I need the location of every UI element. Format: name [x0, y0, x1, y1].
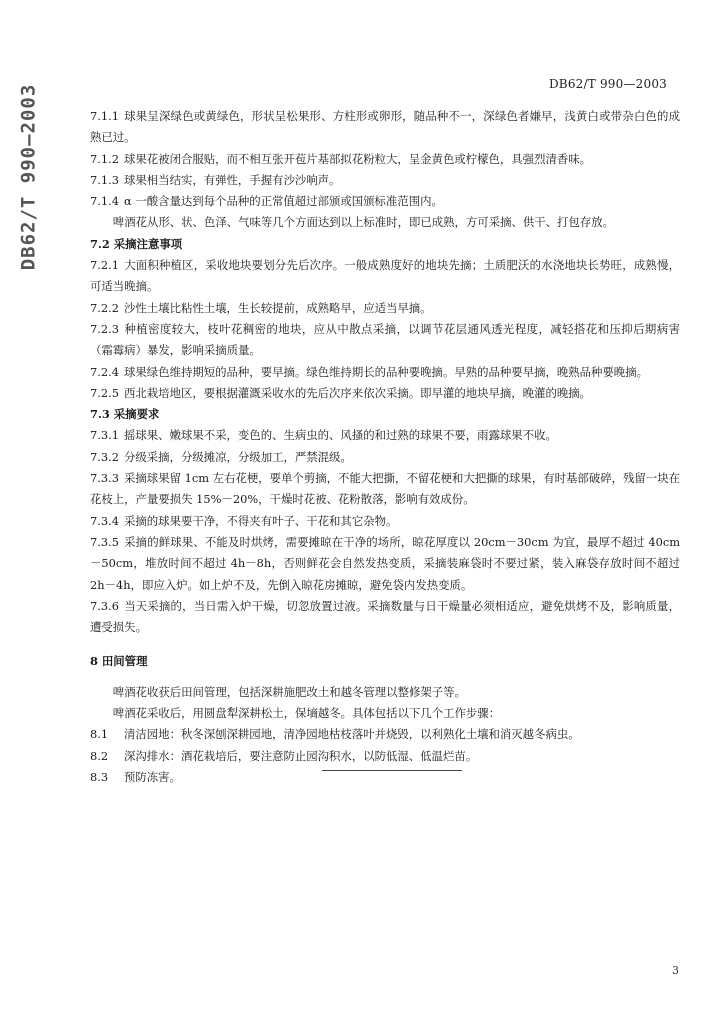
- item-7-3-2: 7.3.2 分级采摘，分级摊凉，分级加工，严禁混级。: [90, 449, 352, 464]
- item-7-1-1: 7.1.1 球果呈深绿色或黄绿色，形状呈松果形、方柱形或卵形，随品种不一，深绿色者嫌早，浅黄白或带杂白色的成熟已过。: [90, 109, 680, 145]
- item-7-3-4: 7.3.4 采摘的球果要干净，不得夹有叶子、干花和其它杂物。: [90, 513, 398, 528]
- item-8-3: 8.3 预防冻害。: [90, 769, 181, 784]
- item-7-3-6: 7.3.6 当天采摘的，当日需入炉干燥，切忽放置过液。采摘数量与日干燥量必须相适应，避免烘烤不及，影响质量，遭受损失。: [90, 598, 680, 635]
- heading-7-3: 7.3 采摘要求: [90, 407, 160, 422]
- page-number: 3: [672, 964, 679, 977]
- item-7-1-2: 7.1.2 球果花被闭合服贴，而不相互张开苞片基部拟花粉粒大，呈金黄色或柠檬色，具强烈清香味。: [90, 151, 592, 166]
- paragraph-field-management: 啤酒花收获后田间管理，包括深耕施肥改土和越冬管理以整修架子等。: [112, 684, 466, 699]
- paragraph-after-harvest: 啤酒花采收后，用圆盘犁深耕松土，保墒越冬。具体包括以下几个工作步骤：: [112, 706, 501, 721]
- item-7-2-4: 7.2.4 球果绿色维持期短的品种，要早摘。绿色维持期长的品种要晚摘。早熟的品种要早摘，晚熟品种要晚摘。: [90, 364, 648, 379]
- heading-7-2: 7.2 采摘注意事项: [90, 236, 183, 251]
- item-7-1-3: 7.1.3 球果相当结实，有弹性，手握有沙沙响声。: [90, 172, 341, 187]
- paragraph-maturity: 啤酒花从形、状、色泽、气味等几个方面达到以上标准时，即已成熟，方可采摘、供干、打包存放。: [112, 215, 614, 230]
- heading-8: 8 田间管理: [90, 654, 148, 669]
- item-7-2-3: 7.2.3 种植密度较大，枝叶花稠密的地块，应从中散点采摘，以调节花层通风透光程度，减轻搭花和压抑后期病害（霜霉病）暴发，影响采摘质量。: [90, 321, 680, 358]
- item-7-1-4: 7.1.4 α 一酸含量达到每个品种的正常值超过部颁或国颁标准范围内。: [90, 194, 443, 209]
- item-7-2-5: 7.2.5 西北栽培地区，要根据灌溉采收水的先后次序来依次采摘。即早灌的地块早摘，晚灌的晚摘。: [90, 385, 592, 400]
- item-7-2-1: 7.2.1 大面积种植区，采收地块要划分先后次序。一般成熟度好的地块先摘；土质肥沃的水浇地块长势旺，成熟慢，可适当晚摘。: [90, 258, 680, 294]
- item-8-2: 8.2 深沟排水：酒花栽培后，要注意防止园沟积水，以防低湿、低温烂苗。: [90, 748, 478, 763]
- item-7-3-5: 7.3.5 采摘的鲜球果、不能及时烘烤，需要摊晾在干净的场所，晾花厚度以 20cm－30cm 为宜，最厚不超过 40cm－50cm，堆放时间不超过 4h－8h，否则鲜花会自然发热变质，采摘装麻袋时不要过紧，装入麻袋存放时间不超过 2h－4h，即应入炉。如上炉不及，先倒入晾花房摊晾，避免袋内发热变质。: [90, 534, 680, 592]
- item-7-3-1: 7.3.1 摇球果、嫩球果不采，变色的、生病虫的、风搔的和过熟的球果不要，雨露球果不收。: [90, 428, 557, 443]
- end-rule: [322, 770, 462, 771]
- item-8-1: 8.1 清洁园地：秋冬深刨深耕园地，清净园地枯枝落叶并烧毁，以利熟化土壤和消灭越冬病虫。: [90, 727, 580, 742]
- item-7-2-2: 7.2.2 沙性土壤比粘性土壤，生长较提前，成熟略早，应适当早摘。: [90, 300, 432, 315]
- item-7-3-3: 7.3.3 采摘球果留 1cm 左右花梗，要单个剪摘，不能大把撕，不留花梗和大把撕的球果，有时基部破碎，残留一块在花枝上，产量要损失 15%－20%，干燥时花被、花粉散落，影响有效成份。: [90, 471, 680, 507]
- header-document-code: DB62/T 990—2003: [548, 77, 667, 91]
- side-document-code: DB62/T 990—2003: [17, 83, 39, 271]
- document-body: [90, 106, 680, 788]
